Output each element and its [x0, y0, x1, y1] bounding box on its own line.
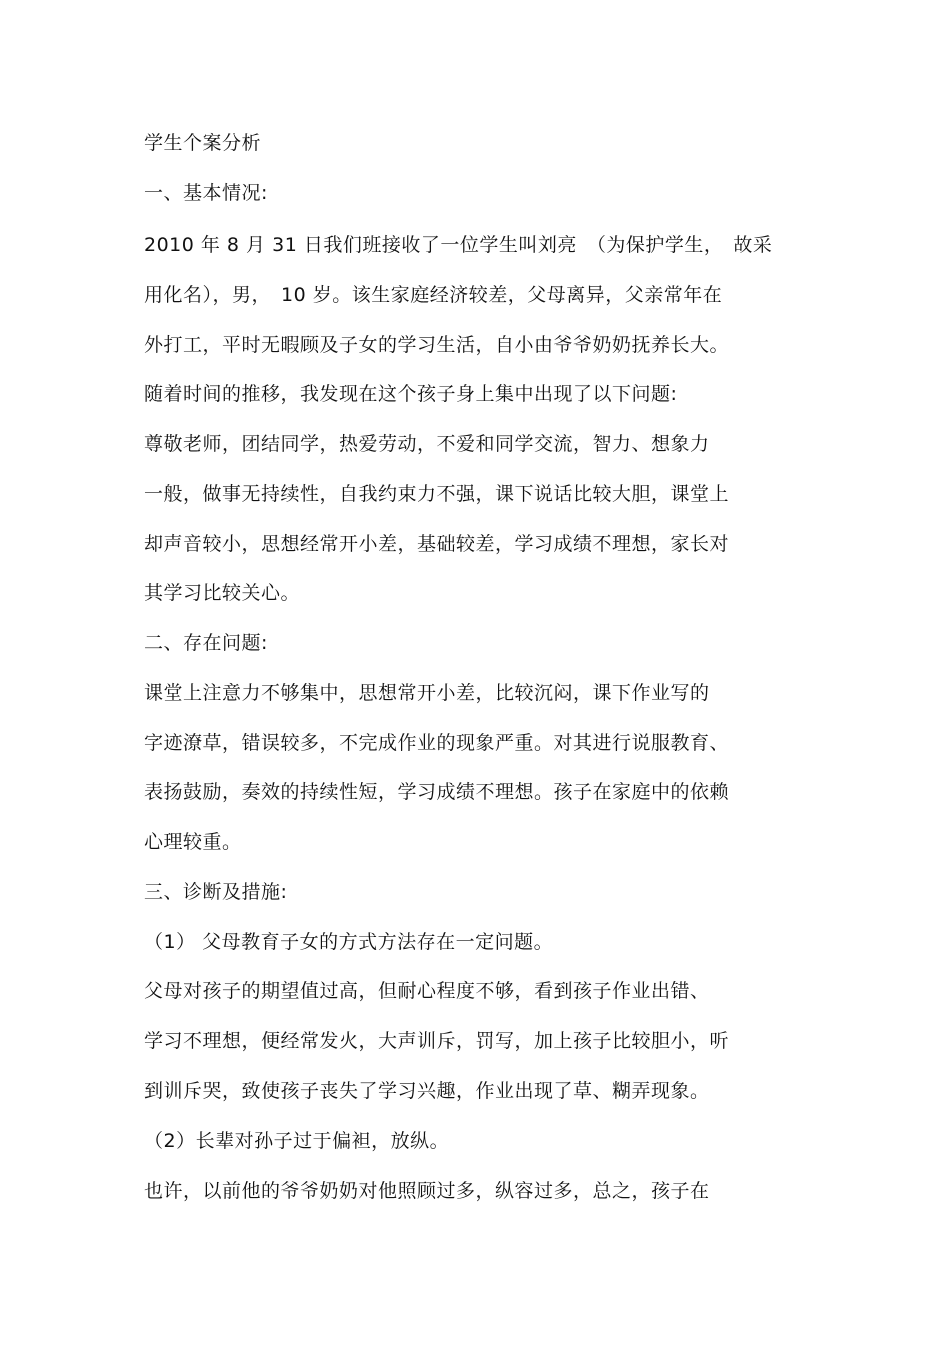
paragraph-line: 却声音较小，思想经常开小差，基础较差，学习成绩不理想，家长对 — [144, 533, 730, 555]
paragraph-line: 2010 年 8 月 31 日我们班接收了一位学生叫刘亮 （为保护学生， 故采 — [144, 234, 773, 256]
paragraph-line: 表扬鼓励，奏效的持续性短，学习成绩不理想。孩子在家庭中的依赖 — [144, 781, 730, 803]
paragraph-line: 也许，以前他的爷爷奶奶对他照顾过多，纵容过多，总之，孩子在 — [144, 1180, 710, 1202]
paragraph-line: 到训斥哭，致使孩子丧失了学习兴趣，作业出现了草、糊弄现象。 — [144, 1080, 710, 1102]
paragraph-line: 学习不理想，便经常发火，大声训斥，罚写，加上孩子比较胆小，听 — [144, 1030, 730, 1052]
subheading-item-1: （1） 父母教育子女的方式方法存在一定问题。 — [144, 931, 554, 953]
document-title: 学生个案分析 — [144, 132, 262, 154]
paragraph-line: 其学习比较关心。 — [144, 582, 301, 604]
subheading-item-2: （2）长辈对孙子过于偏袒，放纵。 — [144, 1130, 450, 1152]
paragraph-line: 尊敬老师，团结同学，热爱劳动，不爱和同学交流，智力、想象力 — [144, 433, 710, 455]
paragraph-line: 一般，做事无持续性，自我约束力不强，课下说话比较大胆，课堂上 — [144, 483, 730, 505]
section-heading-problems: 二、存在问题: — [144, 632, 268, 654]
section-heading-basic: 一、基本情况: — [144, 182, 268, 204]
paragraph-line: 用化名），男， 10 岁。该生家庭经济较差，父母离异，父亲常年在 — [144, 284, 723, 306]
paragraph-line: 心理较重。 — [144, 831, 242, 853]
paragraph-line: 字迹潦草，错误较多，不完成作业的现象严重。对其进行说服教育、 — [144, 732, 730, 754]
paragraph-line: 随着时间的推移，我发现在这个孩子身上集中出现了以下问题: — [144, 383, 678, 405]
paragraph-line: 课堂上注意力不够集中，思想常开小差，比较沉闷，课下作业写的 — [144, 682, 710, 704]
section-heading-diagnosis: 三、诊断及措施: — [144, 881, 288, 903]
paragraph-line: 外打工，平时无暇顾及子女的学习生活，自小由爷爷奶奶抚养长大。 — [144, 334, 730, 356]
paragraph-line: 父母对孩子的期望值过高，但耐心程度不够，看到孩子作业出错、 — [144, 980, 710, 1002]
